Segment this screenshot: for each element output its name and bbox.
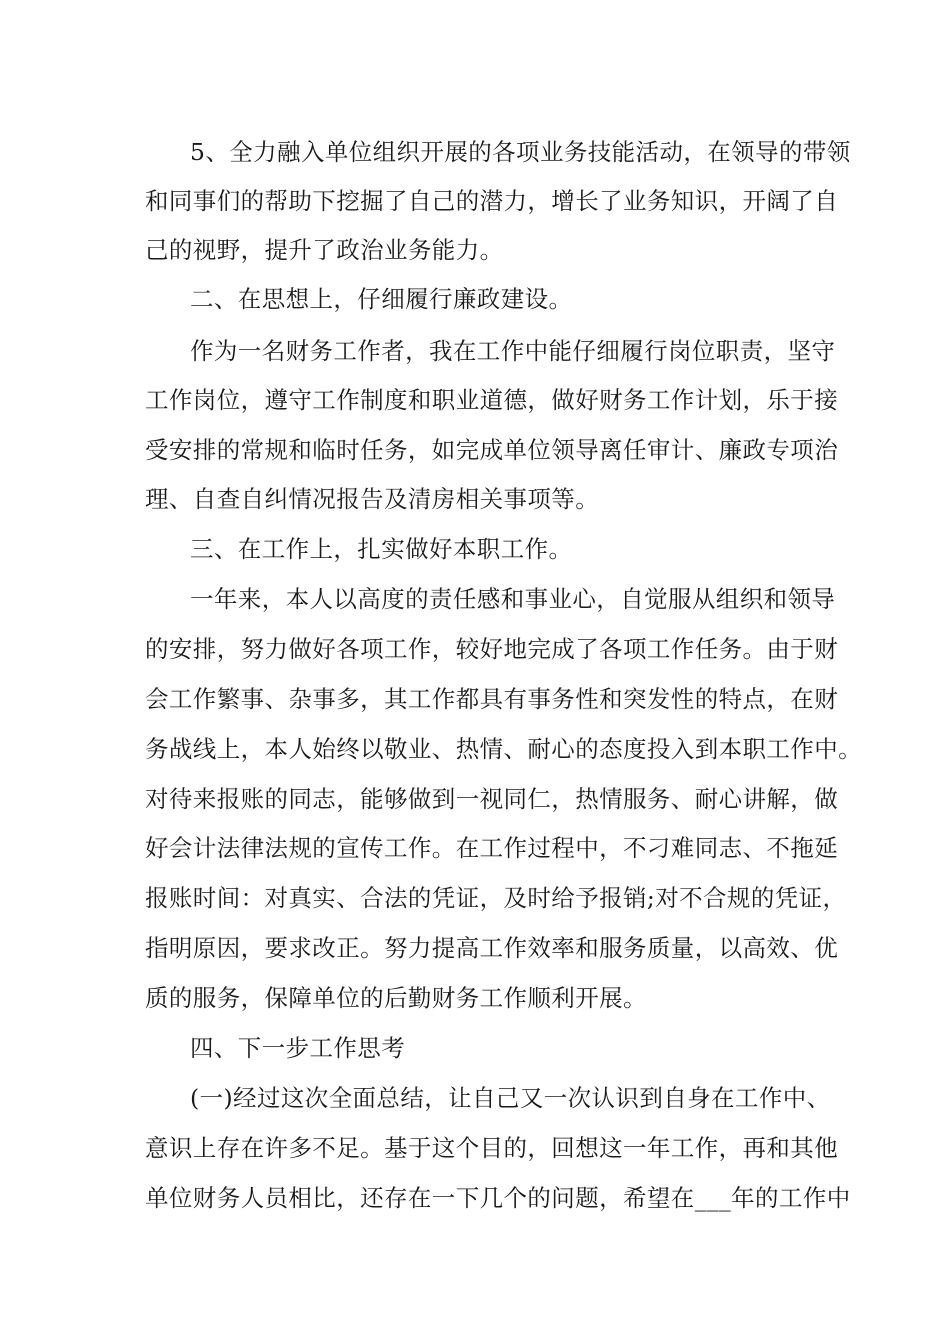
text-line: 己的视野，提升了政治业务能力。 [145,236,504,264]
text-line: 理、自查自纠情况报告及清房相关事项等。 [145,485,600,513]
text-line: 受安排的常规和临时任务，如完成单位领导离任审计、廉政专项治 [145,436,839,464]
section-heading: 三、在工作上，扎实做好本职工作。 [190,535,573,563]
text-line: 指明原因，要求改正。努力提高工作效率和服务质量，以高效、优 [145,934,839,962]
text-line: 5、全力融入单位组织开展的各项业务技能活动，在领导的带领 [190,138,851,166]
text-line: 报账时间：对真实、合法的凭证，及时给予报销;对不合规的凭证， [145,884,847,912]
text-line: 好会计法律法规的宣传工作。在工作过程中，不刁难同志、不拖延 [145,834,839,862]
text-line: 作为一名财务工作者，我在工作中能仔细履行岗位职责，坚守 [190,337,836,365]
text-line: 单位财务人员相比，还存在一下几个的问题，希望在___年的工作中 [145,1184,851,1212]
text-line: 对待来报账的同志，能够做到一视同仁，热情服务、耐心讲解，做 [145,785,839,813]
section-heading: 四、下一步工作思考 [190,1034,406,1062]
text-line: 一年来，本人以高度的责任感和事业心，自觉服从组织和领导 [190,585,836,613]
section-heading: 二、在思想上，仔细履行廉政建设。 [190,285,573,313]
text-line: 务战线上，本人始终以敬业、热情、耐心的态度投入到本职工作中。 [145,735,862,763]
text-line: (一)经过这次全面总结，让自己又一次认识到自身在工作中、 [190,1084,831,1112]
text-line: 工作岗位，遵守工作制度和职业道德，做好财务工作计划，乐于接 [145,386,839,414]
text-line: 质的服务，保障单位的后勤财务工作顺利开展。 [145,984,647,1012]
text-line: 会工作繁事、杂事多，其工作都具有事务性和突发性的特点，在财 [145,685,839,713]
text-line: 意识上存在许多不足。基于这个目的，回想这一年工作，再和其他 [145,1134,839,1162]
text-line: 和同事们的帮助下挖掘了自己的潜力，增长了业务知识，开阔了自 [145,187,839,215]
text-line: 的安排，努力做好各项工作，较好地完成了各项工作任务。由于财 [145,635,839,663]
